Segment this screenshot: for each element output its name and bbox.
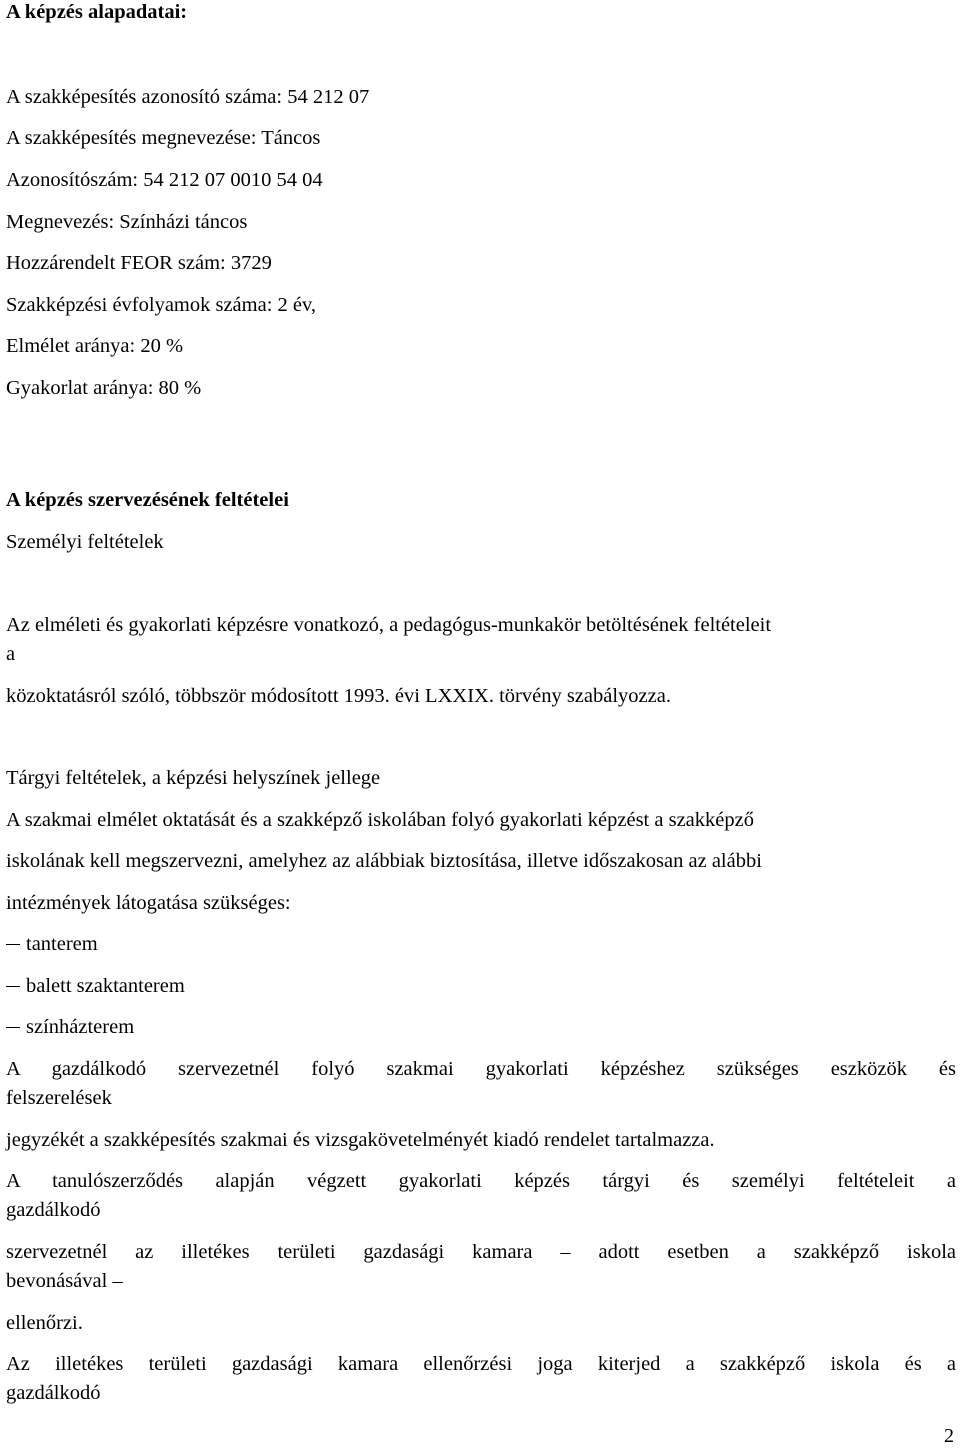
paragraph-line: gazdálkodó: [6, 1382, 101, 1404]
list-item: színházterem: [6, 1015, 134, 1039]
material-text-line: A szakmai elmélet oktatását és a szakképző iskolában folyó gyakorlati képzést a szakképző: [6, 809, 754, 831]
paragraph-line: bevonásával –: [6, 1270, 123, 1292]
dash-icon: [6, 986, 20, 987]
page-number: 2: [944, 1425, 954, 1447]
personal-conditions-heading: Személyi feltételek: [6, 531, 164, 553]
training-years: Szakképzési évfolyamok száma: 2 év,: [6, 294, 317, 316]
paragraph-line: gazdálkodó: [6, 1199, 101, 1221]
practice-ratio: Gyakorlat aránya: 80 %: [6, 377, 202, 399]
personal-text-line: Az elméleti és gyakorlati képzésre vonatkozó, a pedagógus-munkakör betöltésének feltételeit: [6, 614, 772, 636]
paragraph-line: szervezetnél az illetékes területi gazdasági kamara – adott esetben a szakképző iskola: [6, 1241, 956, 1263]
paragraph-line: felszerelések: [6, 1087, 112, 1109]
dash-icon: [6, 944, 20, 945]
qualification-id: A szakképesítés azonosító száma: 54 212 07: [6, 86, 370, 108]
section-heading: A képzés szervezésének feltételei: [6, 489, 289, 511]
document-title: A képzés alapadatai:: [6, 1, 188, 23]
paragraph-line: A tanulószerződés alapján végzett gyakorlati képzés tárgyi és személyi feltételeit a: [6, 1170, 956, 1192]
dash-icon: [6, 1027, 20, 1028]
personal-text-line: közoktatásról szóló, többször módosított 1993. évi LXXIX. törvény szabályozza.: [6, 685, 671, 707]
material-conditions-heading: Tárgyi feltételek, a képzési helyszínek jellege: [6, 767, 381, 789]
personal-text-line: a: [6, 643, 16, 665]
qualification-name: A szakképesítés megnevezése: Táncos: [6, 127, 321, 149]
list-item: tanterem: [6, 932, 98, 956]
theory-ratio: Elmélet aránya: 20 %: [6, 335, 184, 357]
paragraph-line: ellenőrzi.: [6, 1312, 83, 1334]
feor-number: Hozzárendelt FEOR szám: 3729: [6, 252, 272, 274]
identifier: Azonosítószám: 54 212 07 0010 54 04: [6, 169, 323, 191]
designation: Megnevezés: Színházi táncos: [6, 211, 248, 233]
list-item: balett szaktanterem: [6, 974, 185, 998]
material-text-line: intézmények látogatása szükséges:: [6, 892, 291, 914]
paragraph-line: Az illetékes területi gazdasági kamara ellenőrzési joga kiterjed a szakképző iskola és a: [6, 1353, 956, 1375]
paragraph-line: jegyzékét a szakképesítés szakmai és vizsgakövetelményét kiadó rendelet tartalmazza.: [6, 1129, 715, 1151]
paragraph-line: A gazdálkodó szervezetnél folyó szakmai gyakorlati képzéshez szükséges eszközök és: [6, 1058, 956, 1080]
material-text-line: iskolának kell megszervezni, amelyhez az alábbiak biztosítása, illetve időszakosan az alábbi: [6, 850, 762, 872]
